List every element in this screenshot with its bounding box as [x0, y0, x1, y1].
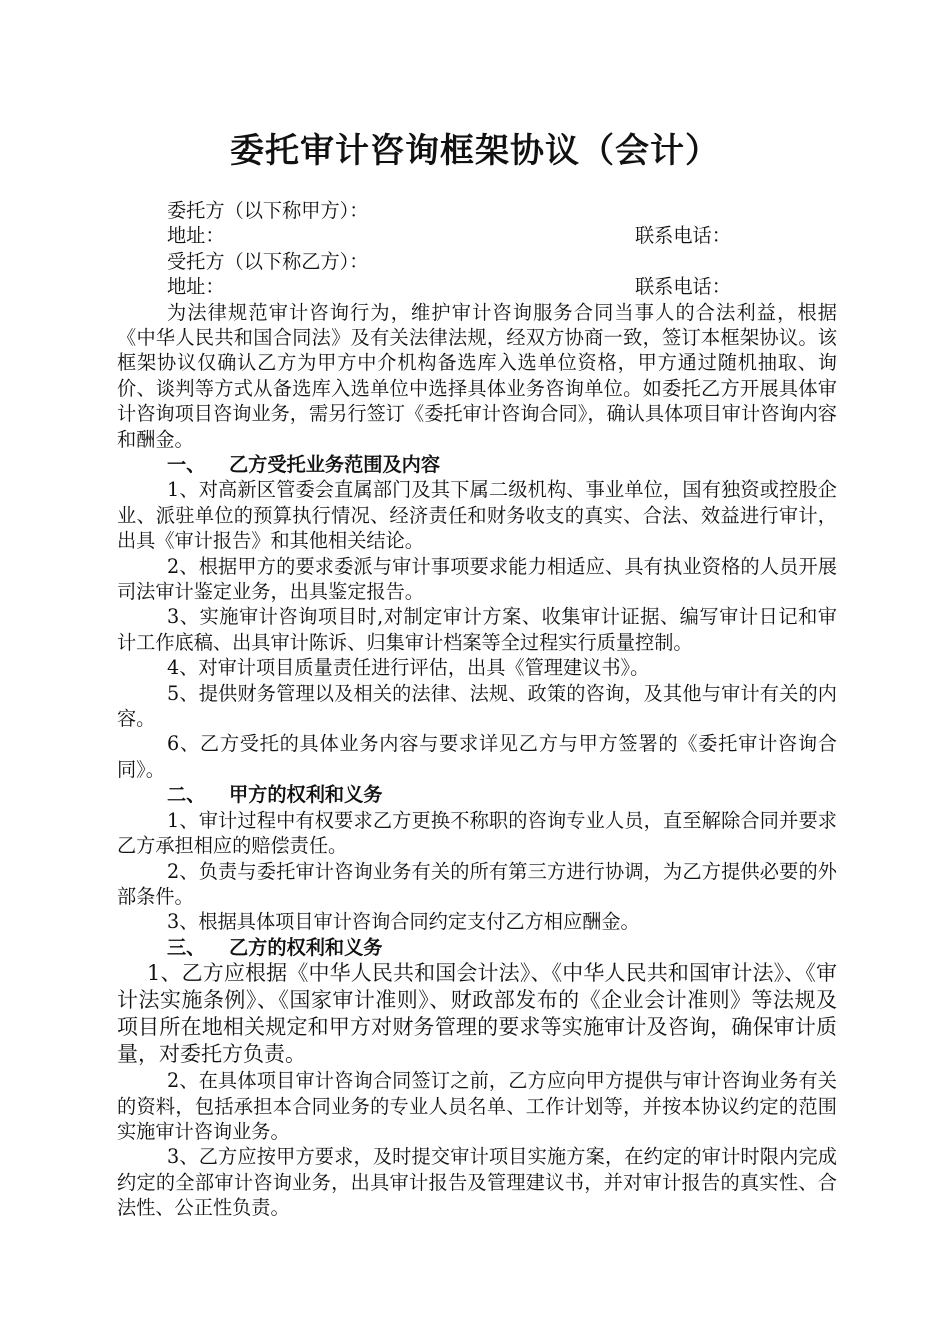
section-title: 甲方的权利和义务	[229, 783, 383, 807]
agent-address: 地址：	[167, 275, 225, 299]
section-item: 2、根据甲方的要求委派与审计事项要求能力相适应、具有执业资格的人员开展司法审计鉴定业务，出具鉴定报告。	[117, 554, 837, 604]
client-phone: 联系电话：	[635, 224, 731, 248]
client-label: 委托方（以下称甲方）：	[167, 199, 369, 222]
section-item: 3、根据具体项目审计咨询合同约定支付乙方相应酬金。	[167, 910, 640, 934]
section-item: 6、乙方受托的具体业务内容与要求详见乙方与甲方签署的《委托审计咨询合同》。	[117, 732, 837, 781]
client-address-row	[117, 223, 837, 248]
section-item: 2、负责与委托审计咨询业务有关的所有第三方进行协调，为乙方提供必要的外部条件。	[117, 859, 837, 908]
section-number: 二、	[167, 783, 206, 807]
document-title: 委托审计咨询框架协议（会计）	[230, 131, 720, 171]
section-heading	[117, 782, 837, 807]
section-item: 3、乙方应按甲方要求，及时提交审计项目实施方案，在约定的审计时限内完成约定的全部审计咨询业务，出具审计报告及管理建议书，并对审计报告的真实性、合法性、公正性负责。	[117, 1145, 837, 1220]
client-row	[117, 198, 837, 223]
section-item: 2、在具体项目审计咨询合同签订之前，乙方应向甲方提供与审计咨询业务有关的资料，包括承担本合同业务的专业人员名单、工作计划等，并按本协议约定的范围实施审计咨询业务。	[117, 1069, 837, 1143]
section-heading	[117, 452, 837, 477]
document-body	[117, 198, 837, 1221]
section-item: 5、提供财务管理以及相关的法律、法规、政策的咨询，及其他与审计有关的内容。	[117, 681, 837, 731]
section-item: 4、对审计项目质量责任进行评估，出具《管理建议书》。	[167, 656, 650, 680]
client-address: 地址：	[167, 224, 225, 248]
agent-row	[117, 249, 837, 274]
section-heading	[117, 935, 837, 960]
agent-phone: 联系电话：	[635, 275, 731, 299]
section-number: 一、	[167, 453, 206, 476]
section-item: 3、实施审计咨询项目时,对制定审计方案、收集审计证据、编写审计日记和审计工作底稿、出具审计陈诉、归集审计档案等全过程实行质量控制。	[117, 605, 837, 654]
section-title: 乙方的权利和义务	[229, 935, 383, 959]
section-number: 三、	[167, 935, 206, 959]
section-item: 1、审计过程中有权要求乙方更换不称职的咨询专业人员，直至解除合同并要求乙方承担相应的赔偿责任。	[117, 808, 837, 858]
section-item: 1、对高新区管委会直属部门及其下属二级机构、事业单位，国有独资或控股企业、派驻单位的预算执行情况、经济责任和财务收支的真实、合法、效益进行审计，出具《审计报告》和其他相关结论。	[117, 478, 837, 553]
section-item: 1、乙方应根据《中华人民共和国会计法》、《中华人民共和国审计法》、《审计法实施条例》、《国家审计准则》、财政部发布的《企业会计准则》等法规及项目所在地相关规定和甲方对财务管理的要求等实施审计及咨询，确保审计质量，对委托方负责。	[117, 961, 837, 1067]
agent-address-row	[117, 274, 837, 299]
agent-label: 受托方（以下称乙方）：	[167, 249, 369, 273]
intro-paragraph: 为法律规范审计咨询行为，维护审计咨询服务合同当事人的合法利益，根据《中华人民共和国合同法》及有关法律法规，经双方协商一致，签订本框架协议。该框架协议仅确认乙方为甲方中介机构备选库入选单位资格，甲方通过随机抽取、询价、谈判等方式从备选库入选单位中选择具体业务咨询单位。如委托乙方开展具体审计咨询项目咨询业务，需另行签订《委托审计咨询合同》，确认具体项目审计咨询内容和酬金。	[117, 300, 837, 451]
section-title: 乙方受托业务范围及内容	[229, 453, 441, 476]
